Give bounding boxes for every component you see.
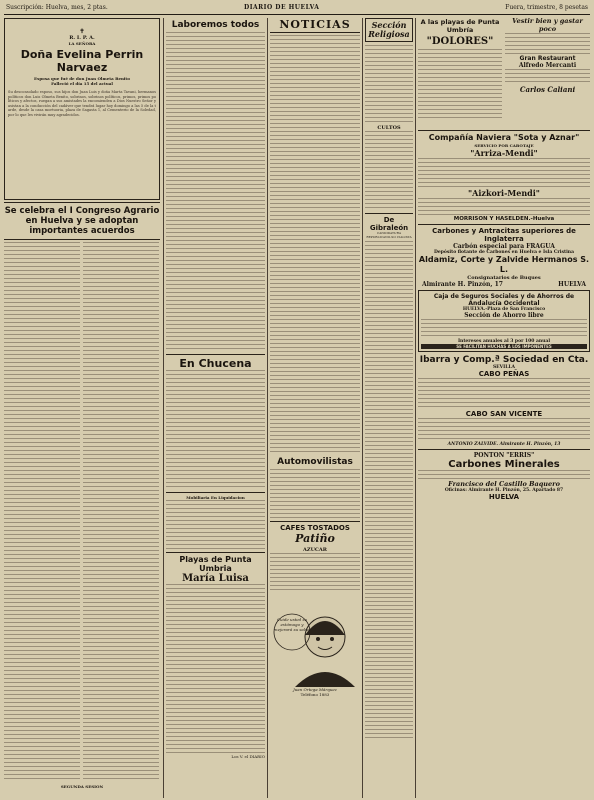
deceased-name: Doña Evelina Perrin Narvaez	[20, 48, 144, 74]
article-text-block	[166, 32, 265, 352]
carbones-minerales: Carbones Minerales	[448, 459, 560, 470]
column-one	[4, 18, 160, 798]
gran-restaurant: Gran Restaurant	[519, 55, 576, 62]
juan-ortega: Juan Ortega Márquez	[293, 687, 337, 692]
divider	[166, 492, 265, 493]
morrison: MORRISON Y HASELDEN.-Huelva	[453, 216, 555, 222]
telefono: Teléfono 1883	[300, 692, 330, 697]
noticias-headline: NOTICIAS	[270, 18, 360, 33]
divider	[166, 552, 265, 553]
carlos-caliani: Carlos Caliani	[519, 85, 576, 94]
playas-ad	[418, 18, 502, 128]
masthead-strip	[4, 2, 590, 15]
sevilla: SEVILLA	[492, 365, 516, 370]
city: HUELVA	[558, 281, 586, 288]
azucar-title: AZUCAR	[303, 547, 327, 553]
cabo-penas: CABO PEÑAS	[478, 370, 530, 378]
cultos-subtitle: CULTOS	[377, 125, 401, 131]
article-text-block	[4, 242, 80, 782]
caja-ad	[418, 290, 590, 352]
oficinas: Oficinas: Almirante H. Pinzón, 25. Apartado 87	[444, 488, 564, 493]
caja-title: Caja de Seguros Sociales y de Ahorros de Andalucía Occidental	[433, 293, 575, 307]
divider	[365, 213, 413, 214]
rip-label: R. I. P. A.	[69, 35, 95, 41]
ad-text-block	[418, 198, 590, 216]
intereses: Intereses anuales al 3 por 100 anual	[457, 339, 551, 344]
obituary-line: Falleció el día 15 del actual	[51, 81, 113, 86]
castillo-baquero: Francisco del Castillo Baquero	[448, 480, 560, 488]
obituary-body: Su desconsolado esposo, sus hijos don Juan Luis y doña Marta Tavani, hermanos políticos don Luis Olmeta Benito, sobrinos, sobrinos políticos, primos, primos políticos y afectos, ruegan a sus amistades la encomienden a Dios Nuestro Señor y asistan a la conducción del cadáver que tendrá lugar hoy domingo a las 5 de la tarde, desde la casa mortuoria, plaza de Sagasta 1, al Cementerio de la Soledad, por lo que les vivirán muy agradecidos.	[8, 90, 156, 117]
religious-text-block	[365, 131, 413, 211]
ahorro-section: Sección de Ahorro libre	[464, 312, 544, 319]
mercanti: Alfredo Mercanti	[518, 62, 577, 69]
cabo-vicente: CABO SAN VICENTE	[465, 410, 543, 418]
ponton-erris: PONTON "ERRIS"	[473, 452, 535, 459]
ad-text-block	[505, 33, 590, 55]
address-row	[418, 281, 590, 288]
column-rule	[415, 18, 416, 798]
column-rule	[267, 18, 268, 798]
arriza-mendi: "Arriza-Mendi"	[470, 148, 538, 158]
cafes-title: CAFES TOSTADOS	[280, 524, 350, 532]
automovilistas-headline: Automovilistas	[277, 457, 353, 467]
huchas-band: SE FACILITAN HUCHAS A LOS IMPONENTES	[421, 344, 587, 349]
divider	[4, 239, 160, 240]
article-text-block	[83, 242, 159, 782]
aldamiz-title: Aldamiz, Corte y Zalvide Hermanos S. L.	[418, 255, 590, 274]
vestir-title: Vestir bien y gastar poco	[512, 18, 583, 33]
ad-text-block	[418, 49, 502, 121]
vestir-ad	[505, 18, 590, 128]
column-rule	[362, 18, 363, 798]
cafes-brand: Patiño	[295, 532, 335, 545]
dolores-boat: "DOLORES"	[426, 36, 494, 47]
column-three	[270, 18, 360, 798]
address: Almirante H. Pinzón, 17	[422, 281, 503, 288]
column-two	[166, 18, 265, 798]
divider	[4, 202, 160, 203]
caja-address: HUELVA.-Plaza de San Francisco	[462, 307, 546, 312]
section-subhead: SEGUNDA SESION	[60, 784, 104, 789]
price-list	[270, 553, 360, 593]
ad-text-block	[418, 470, 590, 480]
cabotaje-service: SERVICIO POR CABOTAJE	[474, 143, 534, 148]
article-text-block	[166, 370, 265, 490]
playas-title: A las playas de Punta Umbría	[420, 18, 500, 34]
ad-text-block	[505, 69, 590, 85]
divider	[418, 130, 590, 131]
news-text-block	[270, 35, 360, 455]
carbones-title: Carbones y Antracitas superiores de Inglaterra	[432, 227, 576, 243]
paper-title: DIARIO DE HUELVA	[244, 4, 320, 11]
ibarra-title: Ibarra y Comp.ª Sociedad en Cta.	[419, 355, 589, 365]
top-ads-row	[418, 18, 590, 128]
divider	[166, 354, 265, 355]
naviera-title: Compañía Naviera "Sota y Aznar"	[428, 133, 580, 142]
gibraleon-subhead: CANDIDATURA REPUBLICANO-SO CIALISTA	[366, 231, 412, 239]
carbon-fragua: Carbón especial para FRAGUA	[453, 243, 555, 250]
subscription-left: Suscripción: Huelva, mes, 2 ptas.	[6, 4, 108, 11]
column-rule	[163, 18, 164, 798]
religious-section-title: Sección Religiosa	[365, 18, 413, 42]
obituary-subtitle: LA SEÑORA	[68, 41, 96, 46]
subscription-right: Fuera, trimestre, 8 pesetas	[505, 4, 588, 11]
punta-umbria-headline: Playas de Punta Umbria	[179, 555, 252, 573]
article-text-block	[166, 500, 265, 550]
ads-column	[418, 18, 590, 798]
congress-headline: Se celebra el I Congreso Agrario en Huelva y se adoptan importantes acuerdos	[4, 206, 160, 236]
ad-text-block	[270, 469, 360, 519]
obituary-line: Esposa que fué de don Juan Olmeta Benito	[34, 76, 130, 81]
man-portrait-illustration	[270, 597, 360, 687]
column-four	[365, 18, 413, 798]
laborers-headline: Laboremos todos	[171, 20, 260, 30]
ad-text-block	[418, 378, 590, 410]
liquidation-notice: Mobiliaria En Liquidacion	[186, 495, 245, 500]
aizkori-mendi: "Aizkori-Mendi"	[468, 188, 540, 198]
zalvide-address: ANTONIO ZALVIDE. Almirante H. Pinzón, 13	[447, 442, 561, 447]
divider	[270, 521, 360, 522]
obituary-notice	[4, 18, 160, 200]
ad-text-block	[418, 158, 590, 188]
article-text-block	[166, 584, 265, 754]
consignatarios: Consignatarios de Buques	[467, 275, 541, 281]
divider	[418, 224, 590, 225]
maria-luisa-title: María Luisa	[182, 573, 249, 584]
ad-text-block	[418, 418, 590, 442]
congress-article	[4, 242, 160, 782]
city-footer: HUELVA	[488, 493, 520, 501]
cross-icon: ✝	[79, 28, 85, 35]
divider	[418, 449, 590, 450]
religious-text-block	[365, 45, 413, 125]
gibraleon-headline: De Gibraleón	[369, 216, 409, 232]
stomach-ad	[270, 597, 360, 687]
chucena-headline: En Chucena	[179, 357, 252, 370]
signoff: Los V. el DIARIO	[231, 754, 265, 759]
deposito: Depósito flotante de Carbones en Huelva e Isla Cristina	[433, 250, 574, 255]
ad-text-block	[421, 319, 587, 339]
article-text-block	[365, 241, 413, 741]
stomach-slogan: Cuide usted su estómago y mejorará su salud	[273, 617, 311, 632]
